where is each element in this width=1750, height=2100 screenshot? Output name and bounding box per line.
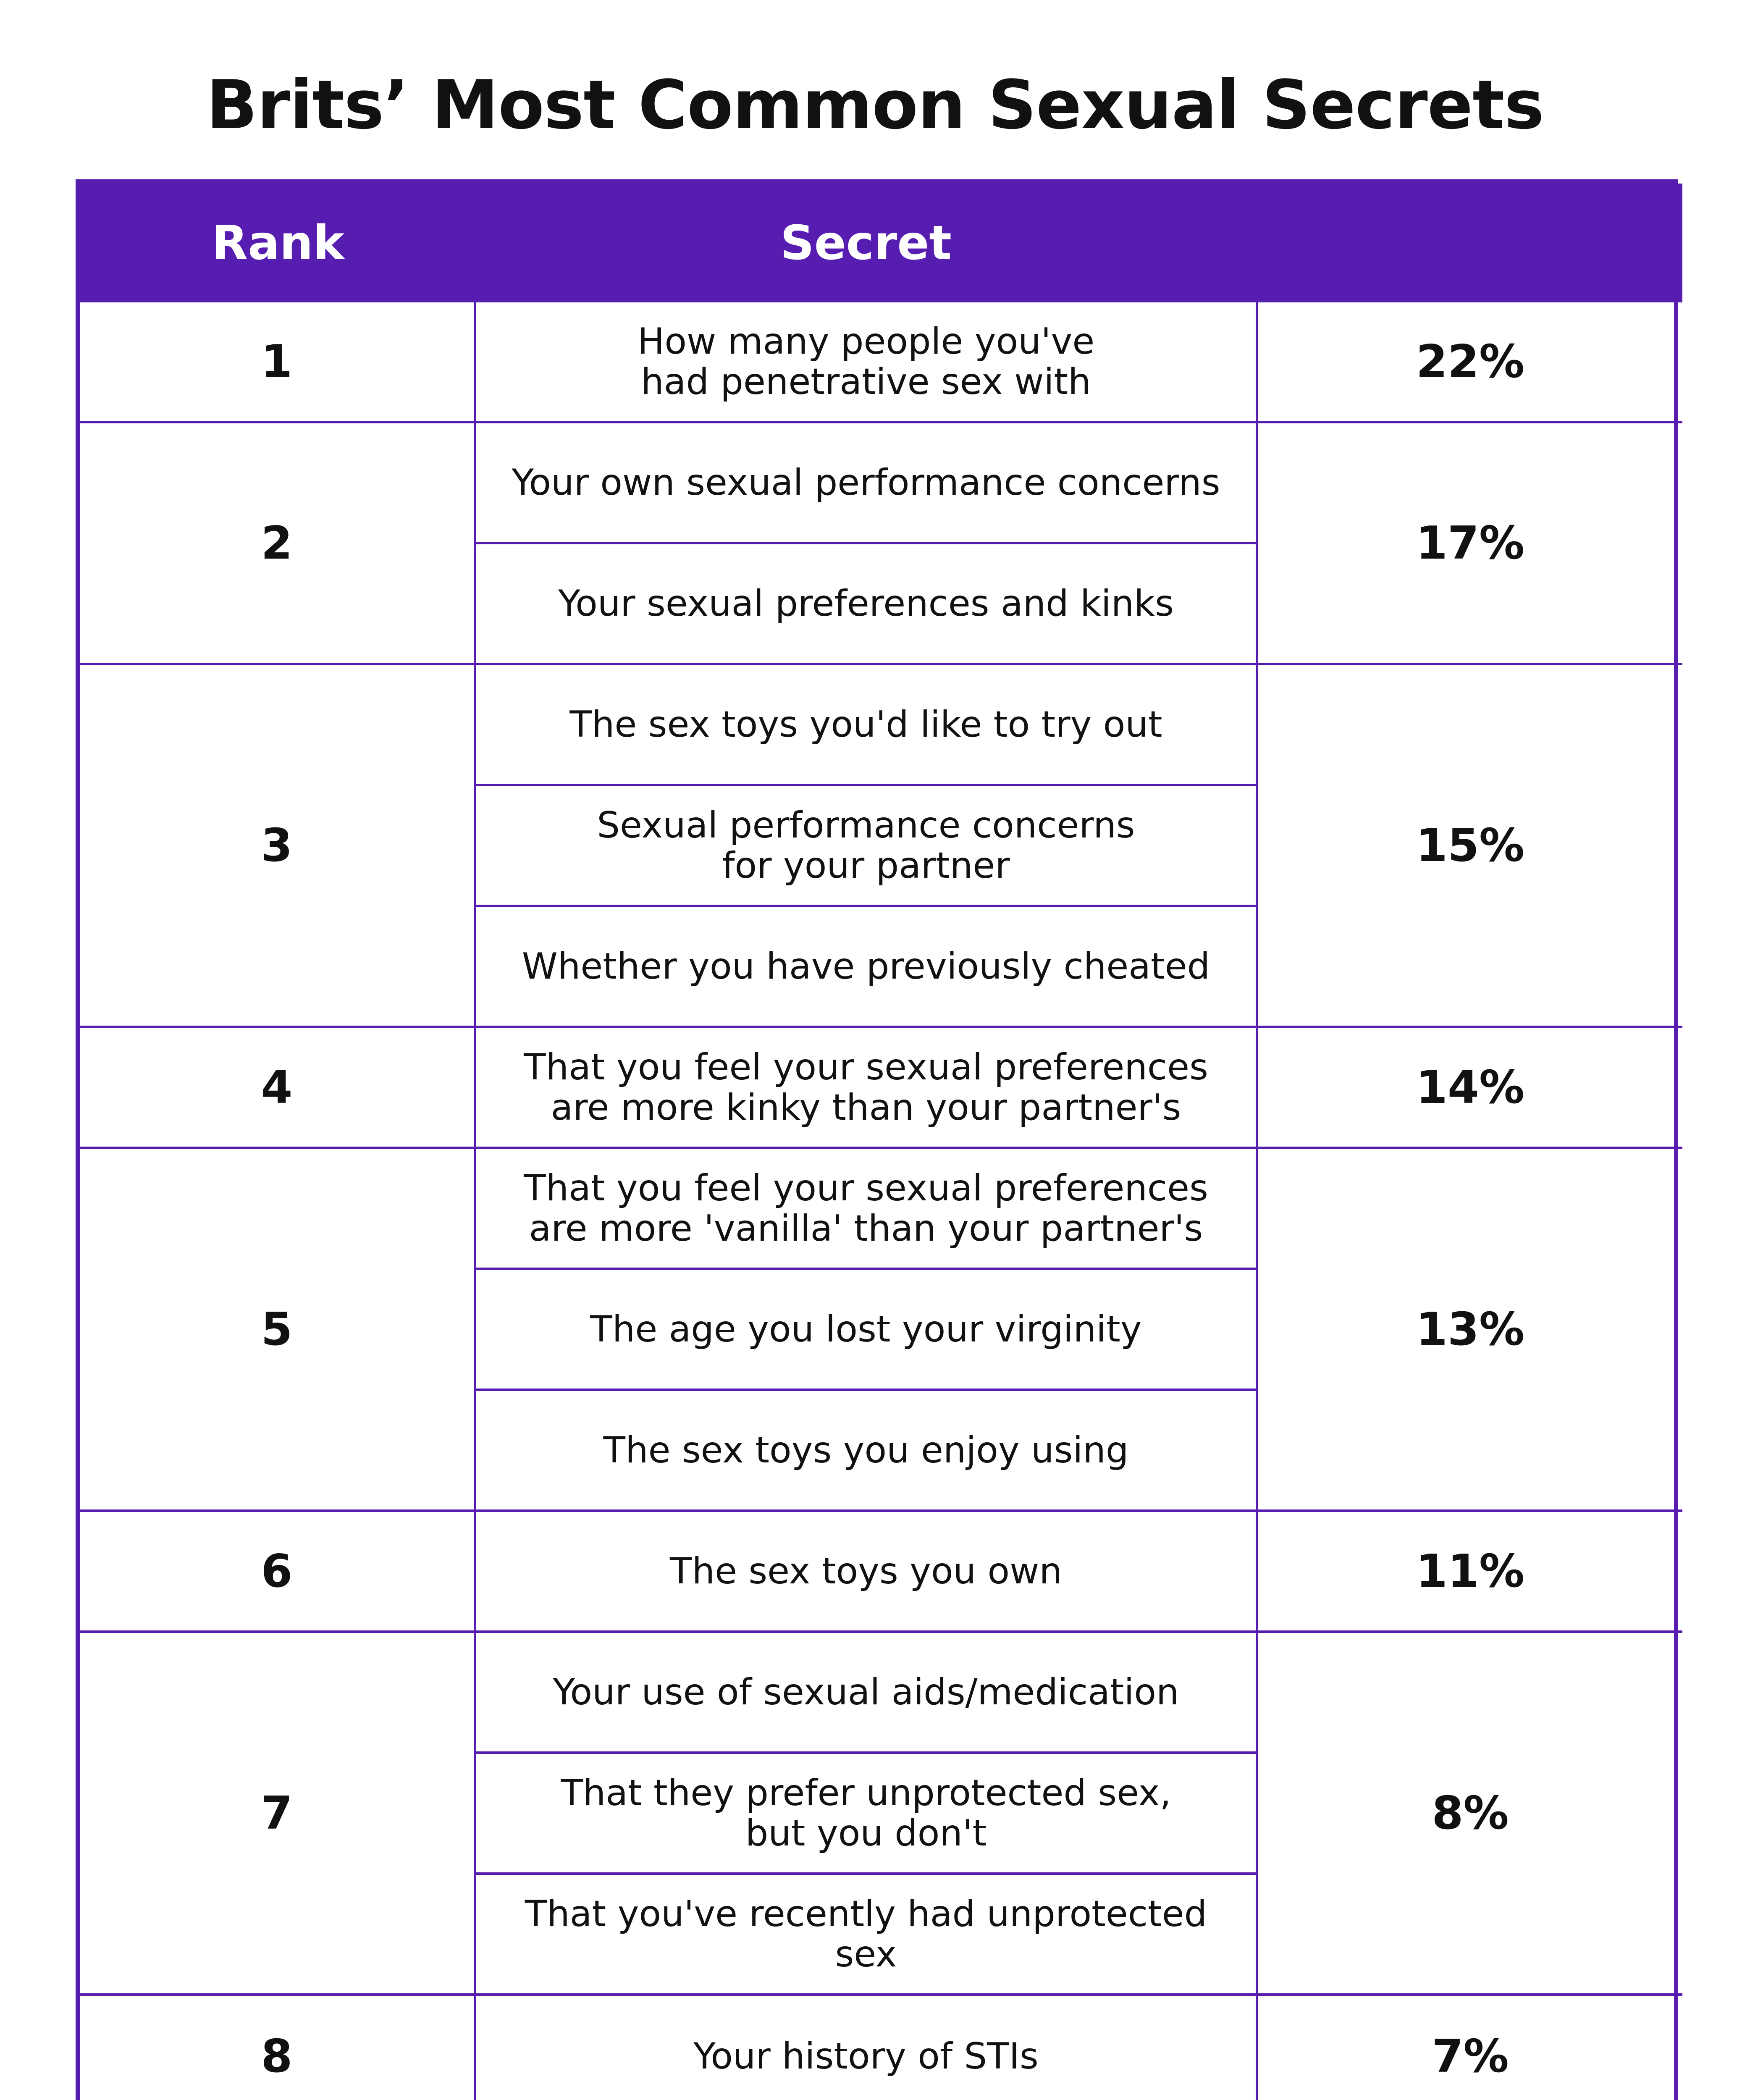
secrets-group xyxy=(476,1149,1256,1512)
header-secret: Secret xyxy=(476,184,1256,302)
percent-cell: 8% xyxy=(1256,1633,1682,1996)
secret-cell: Your history of STIs xyxy=(693,2035,1039,2077)
rank-cell: 5 xyxy=(80,1149,476,1512)
rank-cell: 4 xyxy=(80,1028,476,1149)
header-percent xyxy=(1256,184,1682,302)
secret-cell: Your use of sexual aids/medication xyxy=(553,1671,1179,1713)
secret-cell: The age you lost your virginity xyxy=(476,1268,1256,1389)
secret-cell: The sex toys you enjoy using xyxy=(476,1389,1256,1509)
secrets-table xyxy=(76,179,1678,2100)
secrets-group xyxy=(476,1633,1256,1996)
secret-cell: That they prefer unprotected sex, but you don't xyxy=(476,1751,1256,1872)
secret-cell: That you've recently had unprotected sex xyxy=(476,1872,1256,1993)
secret-cell: The sex toys you'd like to try out xyxy=(569,704,1162,746)
percent-cell: 14% xyxy=(1256,1028,1682,1149)
percent-cell: 15% xyxy=(1256,665,1682,1028)
rank-cell: 2 xyxy=(80,423,476,665)
secret-cell: Your sexual preferences and kinks xyxy=(476,542,1256,663)
secret-cell: Sexual performance concerns for your partner xyxy=(476,784,1256,905)
secret-cell: That you feel your sexual preferences are more 'vanilla' than your partner's xyxy=(524,1167,1208,1250)
page-title: Brits’ Most Common Sexual Secrets xyxy=(206,66,1544,144)
secret-cell: How many people you've had penetrative sex with xyxy=(637,320,1095,403)
rank-cell: 3 xyxy=(80,665,476,1028)
secrets-group xyxy=(476,665,1256,1028)
rank-cell: 1 xyxy=(80,302,476,423)
secret-cell: Your own sexual performance concerns xyxy=(512,462,1220,504)
percent-cell: 22% xyxy=(1256,302,1682,423)
secret-cell: That you feel your sexual preferences are more kinky than your partner's xyxy=(524,1046,1208,1129)
percent-cell: 13% xyxy=(1256,1149,1682,1512)
rank-cell: 7 xyxy=(80,1633,476,1996)
secrets-group xyxy=(476,1996,1256,2100)
secrets-group xyxy=(476,1028,1256,1149)
header-rank: Rank xyxy=(80,184,476,302)
secret-cell: Whether you have previously cheated xyxy=(476,905,1256,1026)
rank-cell: 8 xyxy=(80,1996,476,2100)
secrets-group xyxy=(476,302,1256,423)
secrets-group xyxy=(476,1512,1256,1633)
percent-cell: 17% xyxy=(1256,423,1682,665)
secrets-group xyxy=(476,423,1256,665)
secret-cell: The sex toys you own xyxy=(670,1550,1062,1592)
percent-cell: 11% xyxy=(1256,1512,1682,1633)
rank-cell: 6 xyxy=(80,1512,476,1633)
percent-cell: 7% xyxy=(1256,1996,1682,2100)
